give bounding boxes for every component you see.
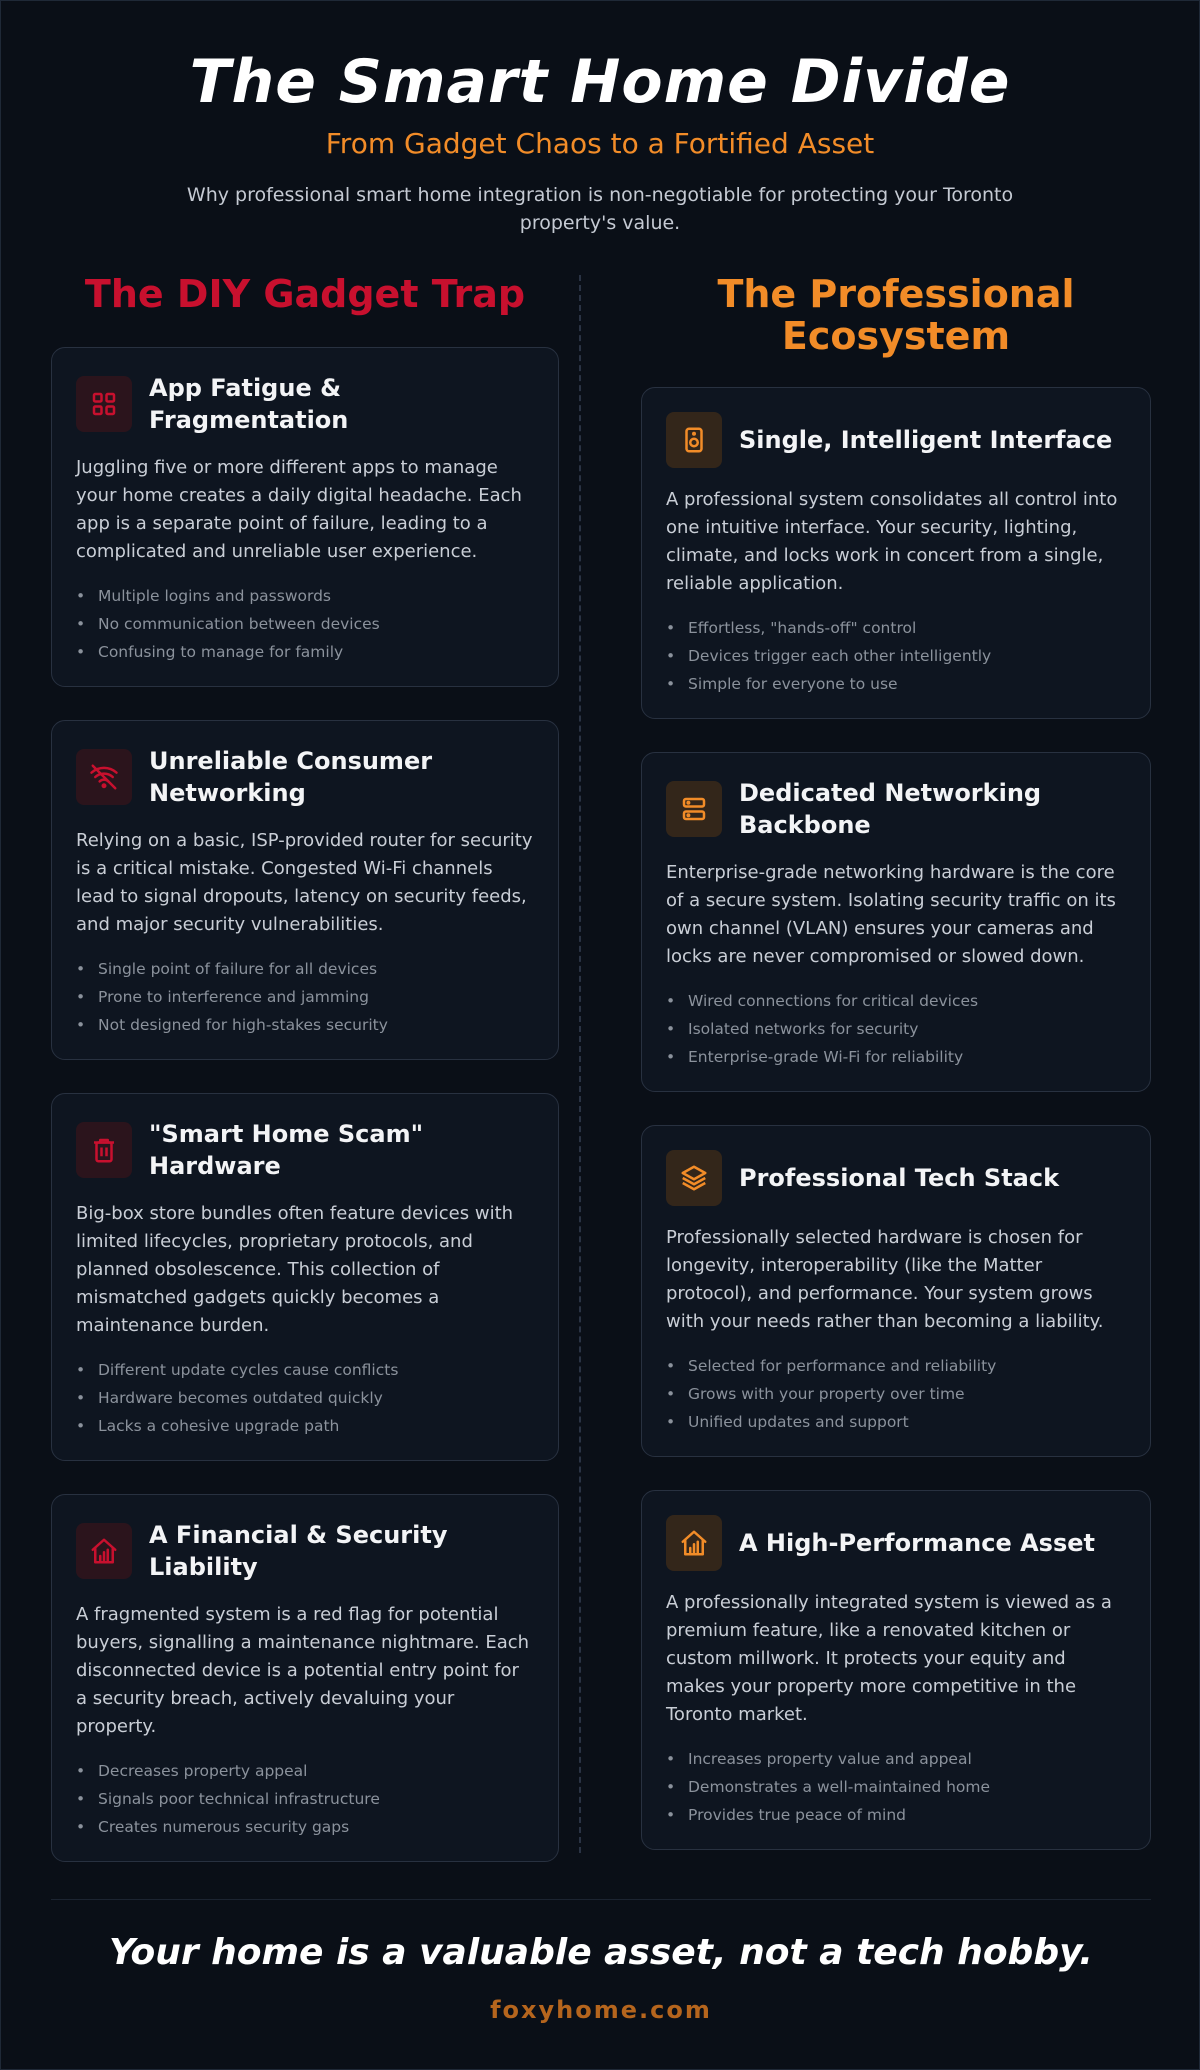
layers-icon — [666, 1150, 722, 1206]
card-title: A Financial & Security Liability — [149, 1521, 448, 1581]
list-item: • Prone to interference and jamming — [76, 983, 534, 1011]
diy-column — [51, 273, 559, 1895]
house-chart-icon — [76, 1523, 132, 1579]
card-title: A High-Performance Asset — [739, 1529, 1095, 1557]
list-item: • Provides true peace of mind — [666, 1801, 1126, 1829]
server-icon — [666, 781, 722, 837]
pro-card-interface — [641, 387, 1151, 719]
list-item: • Effortless, "hands-off" control — [666, 614, 1126, 642]
list-item: • Decreases property appeal — [76, 1757, 534, 1785]
diy-column-title: The DIY Gadget Trap — [84, 272, 526, 316]
card-title: App Fatigue & Fragmentation — [149, 374, 349, 434]
list-item: • Not designed for high-stakes security — [76, 1011, 534, 1039]
list-item: • No communication between devices — [76, 610, 534, 638]
pro-card-tech-stack — [641, 1125, 1151, 1457]
card-title: Single, Intelligent Interface — [739, 426, 1113, 454]
trash-icon — [76, 1122, 132, 1178]
diy-card-hardware — [51, 1093, 559, 1461]
intro-text: Why professional smart home integration is non-negotiable for protecting your Toronto property's value. — [186, 184, 1014, 234]
bullet-list — [76, 1356, 534, 1440]
page-title: The Smart Home Divide — [189, 47, 1011, 117]
list-item: • Different update cycles cause conflicts — [76, 1356, 534, 1384]
list-item: • Single point of failure for all devices — [76, 955, 534, 983]
card-title: Unreliable Consumer Networking — [149, 747, 433, 807]
list-item: • Devices trigger each other intelligently — [666, 642, 1126, 670]
pro-card-asset — [641, 1490, 1151, 1850]
house-chart-icon — [666, 1515, 722, 1571]
bullet-list — [666, 1745, 1126, 1829]
card-title: Dedicated Networking Backbone — [739, 779, 1042, 839]
card-body: A professionally integrated system is viewed as a premium feature, like a renovated kitchen or custom millwork. It protects your equity and makes your property more competitive in the Toronto market. — [666, 1592, 1112, 1725]
list-item: • Simple for everyone to use — [666, 670, 1126, 698]
bullet-list — [76, 582, 534, 666]
list-item: • Selected for performance and reliability — [666, 1352, 1126, 1380]
bullet-list — [76, 955, 534, 1039]
list-item: • Increases property value and appeal — [666, 1745, 1126, 1773]
speaker-icon — [666, 412, 722, 468]
footer — [51, 1899, 1151, 2024]
page-subtitle: From Gadget Chaos to a Fortified Asset — [325, 127, 875, 160]
list-item: • Signals poor technical infrastructure — [76, 1785, 534, 1813]
pro-column-title: The Professional Ecosystem — [717, 272, 1075, 358]
footer-tagline: Your home is a valuable asset, not a tech hobby. — [109, 1932, 1093, 1973]
list-item: • Multiple logins and passwords — [76, 582, 534, 610]
list-item: • Wired connections for critical devices — [666, 987, 1126, 1015]
list-item: • Grows with your property over time — [666, 1380, 1126, 1408]
list-item: • Unified updates and support — [666, 1408, 1126, 1436]
diy-card-networking — [51, 720, 559, 1060]
pro-column — [641, 273, 1151, 1883]
list-item: • Enterprise-grade Wi-Fi for reliability — [666, 1043, 1126, 1071]
bullet-list — [666, 614, 1126, 698]
list-item: • Lacks a cohesive upgrade path — [76, 1412, 534, 1440]
card-body: Professionally selected hardware is chosen for longevity, interoperability (like the Matter protocol), and performance. Your system grows with your needs rather than becoming a liability. — [666, 1227, 1104, 1332]
wifi-off-icon — [76, 749, 132, 805]
bullet-list — [76, 1757, 534, 1841]
card-body: Big-box store bundles often feature devices with limited lifecycles, proprietary protocols, and planned obsolescence. This collection of mismatched gadgets quickly becomes a maintenance burden. — [76, 1203, 514, 1336]
bullet-list — [666, 1352, 1126, 1436]
column-divider — [579, 275, 581, 1853]
card-body: A professional system consolidates all control into one intuitive interface. Your security, lighting, climate, and locks work in concert from a single, reliable application. — [666, 489, 1118, 594]
list-item: • Confusing to manage for family — [76, 638, 534, 666]
header — [1, 1, 1199, 237]
diy-card-app-fatigue — [51, 347, 559, 687]
pro-card-networking — [641, 752, 1151, 1092]
card-body: Juggling five or more different apps to manage your home creates a daily digital headache. Each app is a separate point of failure, leading to a complicated and unreliable user experience. — [76, 457, 522, 562]
list-item: • Demonstrates a well-maintained home — [666, 1773, 1126, 1801]
list-item: • Isolated networks for security — [666, 1015, 1126, 1043]
list-item: • Creates numerous security gaps — [76, 1813, 534, 1841]
grid-icon — [76, 376, 132, 432]
card-body: Relying on a basic, ISP-provided router for security is a critical mistake. Congested Wi-Fi channels lead to signal dropouts, latency on security feeds, and major security vulnerabilities. — [76, 830, 533, 935]
list-item: • Hardware becomes outdated quickly — [76, 1384, 534, 1412]
bullet-list — [666, 987, 1126, 1071]
card-body: Enterprise-grade networking hardware is the core of a secure system. Isolating security traffic on its own channel (VLAN) ensures your cameras and locks are never compromised or slowed down. — [666, 862, 1116, 967]
diy-card-liability — [51, 1494, 559, 1862]
card-body: A fragmented system is a red flag for potential buyers, signalling a maintenance nightmare. Each disconnected device is a potential entry point for a security breach, actively devaluing your property. — [76, 1604, 530, 1737]
card-title: "Smart Home Scam" Hardware — [149, 1120, 424, 1180]
footer-site-link[interactable]: foxyhome.com — [490, 1996, 712, 2024]
comparison-columns — [51, 273, 1151, 1853]
card-title: Professional Tech Stack — [739, 1164, 1060, 1192]
